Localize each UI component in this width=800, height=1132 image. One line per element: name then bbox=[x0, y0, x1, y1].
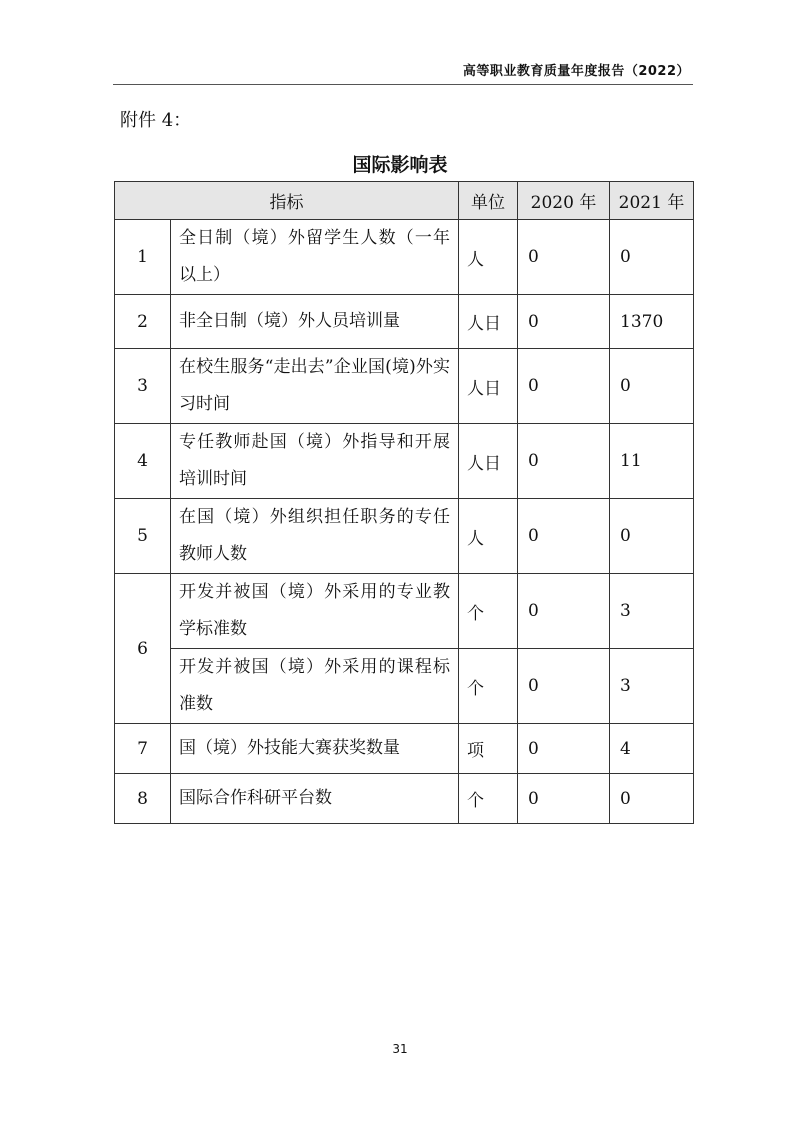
row-unit: 人日 bbox=[459, 349, 518, 424]
row-number: 8 bbox=[115, 774, 171, 824]
row-indicator: 非全日制（境）外人员培训量 bbox=[171, 295, 459, 349]
header-rule bbox=[113, 84, 693, 85]
row-indicator: 在校生服务“走出去”企业国(境)外实习时间 bbox=[171, 349, 459, 424]
row-number: 3 bbox=[115, 349, 171, 424]
row-value-2021: 3 bbox=[610, 649, 694, 724]
row-unit: 项 bbox=[459, 724, 518, 774]
table-row bbox=[115, 774, 694, 824]
table-row bbox=[115, 295, 694, 349]
row-unit: 人日 bbox=[459, 295, 518, 349]
row-indicator: 开发并被国（境）外采用的专业教学标准数 bbox=[171, 574, 459, 649]
header-2021: 2021 年 bbox=[610, 182, 694, 220]
row-value-2020: 0 bbox=[518, 295, 610, 349]
row-indicator: 专任教师赴国（境）外指导和开展培训时间 bbox=[171, 424, 459, 499]
row-value-2021: 11 bbox=[610, 424, 694, 499]
row-number: 4 bbox=[115, 424, 171, 499]
row-value-2020: 0 bbox=[518, 574, 610, 649]
row-value-2021: 0 bbox=[610, 220, 694, 295]
row-unit: 人日 bbox=[459, 424, 518, 499]
row-number: 1 bbox=[115, 220, 171, 295]
row-value-2020: 0 bbox=[518, 724, 610, 774]
header-indicator: 指标 bbox=[115, 182, 459, 220]
row-value-2020: 0 bbox=[518, 349, 610, 424]
row-number: 6 bbox=[115, 574, 171, 724]
row-unit: 个 bbox=[459, 774, 518, 824]
page-number: 31 bbox=[392, 1042, 408, 1056]
table-row bbox=[115, 424, 694, 499]
row-unit: 人 bbox=[459, 220, 518, 295]
row-unit: 个 bbox=[459, 574, 518, 649]
table-row bbox=[115, 349, 694, 424]
row-number: 5 bbox=[115, 499, 171, 574]
table-row bbox=[115, 499, 694, 574]
row-indicator: 国际合作科研平台数 bbox=[171, 774, 459, 824]
table-row bbox=[115, 649, 694, 724]
table-row bbox=[115, 724, 694, 774]
header-2020: 2020 年 bbox=[518, 182, 610, 220]
attachment-label: 附件 4： bbox=[120, 110, 192, 131]
row-indicator: 全日制（境）外留学生人数（一年以上） bbox=[171, 220, 459, 295]
row-indicator: 国（境）外技能大赛获奖数量 bbox=[171, 724, 459, 774]
header-unit: 单位 bbox=[459, 182, 518, 220]
row-indicator: 在国（境）外组织担任职务的专任教师人数 bbox=[171, 499, 459, 574]
row-indicator: 开发并被国（境）外采用的课程标准数 bbox=[171, 649, 459, 724]
row-value-2021: 4 bbox=[610, 724, 694, 774]
row-value-2021: 0 bbox=[610, 774, 694, 824]
row-value-2020: 0 bbox=[518, 499, 610, 574]
row-value-2021: 3 bbox=[610, 574, 694, 649]
row-number: 7 bbox=[115, 724, 171, 774]
row-value-2020: 0 bbox=[518, 649, 610, 724]
row-value-2020: 0 bbox=[518, 220, 610, 295]
table-row bbox=[115, 220, 694, 295]
row-unit: 个 bbox=[459, 649, 518, 724]
row-value-2020: 0 bbox=[518, 424, 610, 499]
row-value-2021: 0 bbox=[610, 349, 694, 424]
row-value-2021: 1370 bbox=[610, 295, 694, 349]
row-unit: 人 bbox=[459, 499, 518, 574]
table-title: 国际影响表 bbox=[352, 154, 448, 176]
table-row bbox=[115, 574, 694, 649]
row-value-2020: 0 bbox=[518, 774, 610, 824]
row-number: 2 bbox=[115, 295, 171, 349]
row-value-2021: 0 bbox=[610, 499, 694, 574]
table-header-row bbox=[115, 182, 694, 220]
international-influence-table bbox=[114, 181, 694, 824]
running-header: 高等职业教育质量年度报告（2022） bbox=[462, 64, 690, 79]
